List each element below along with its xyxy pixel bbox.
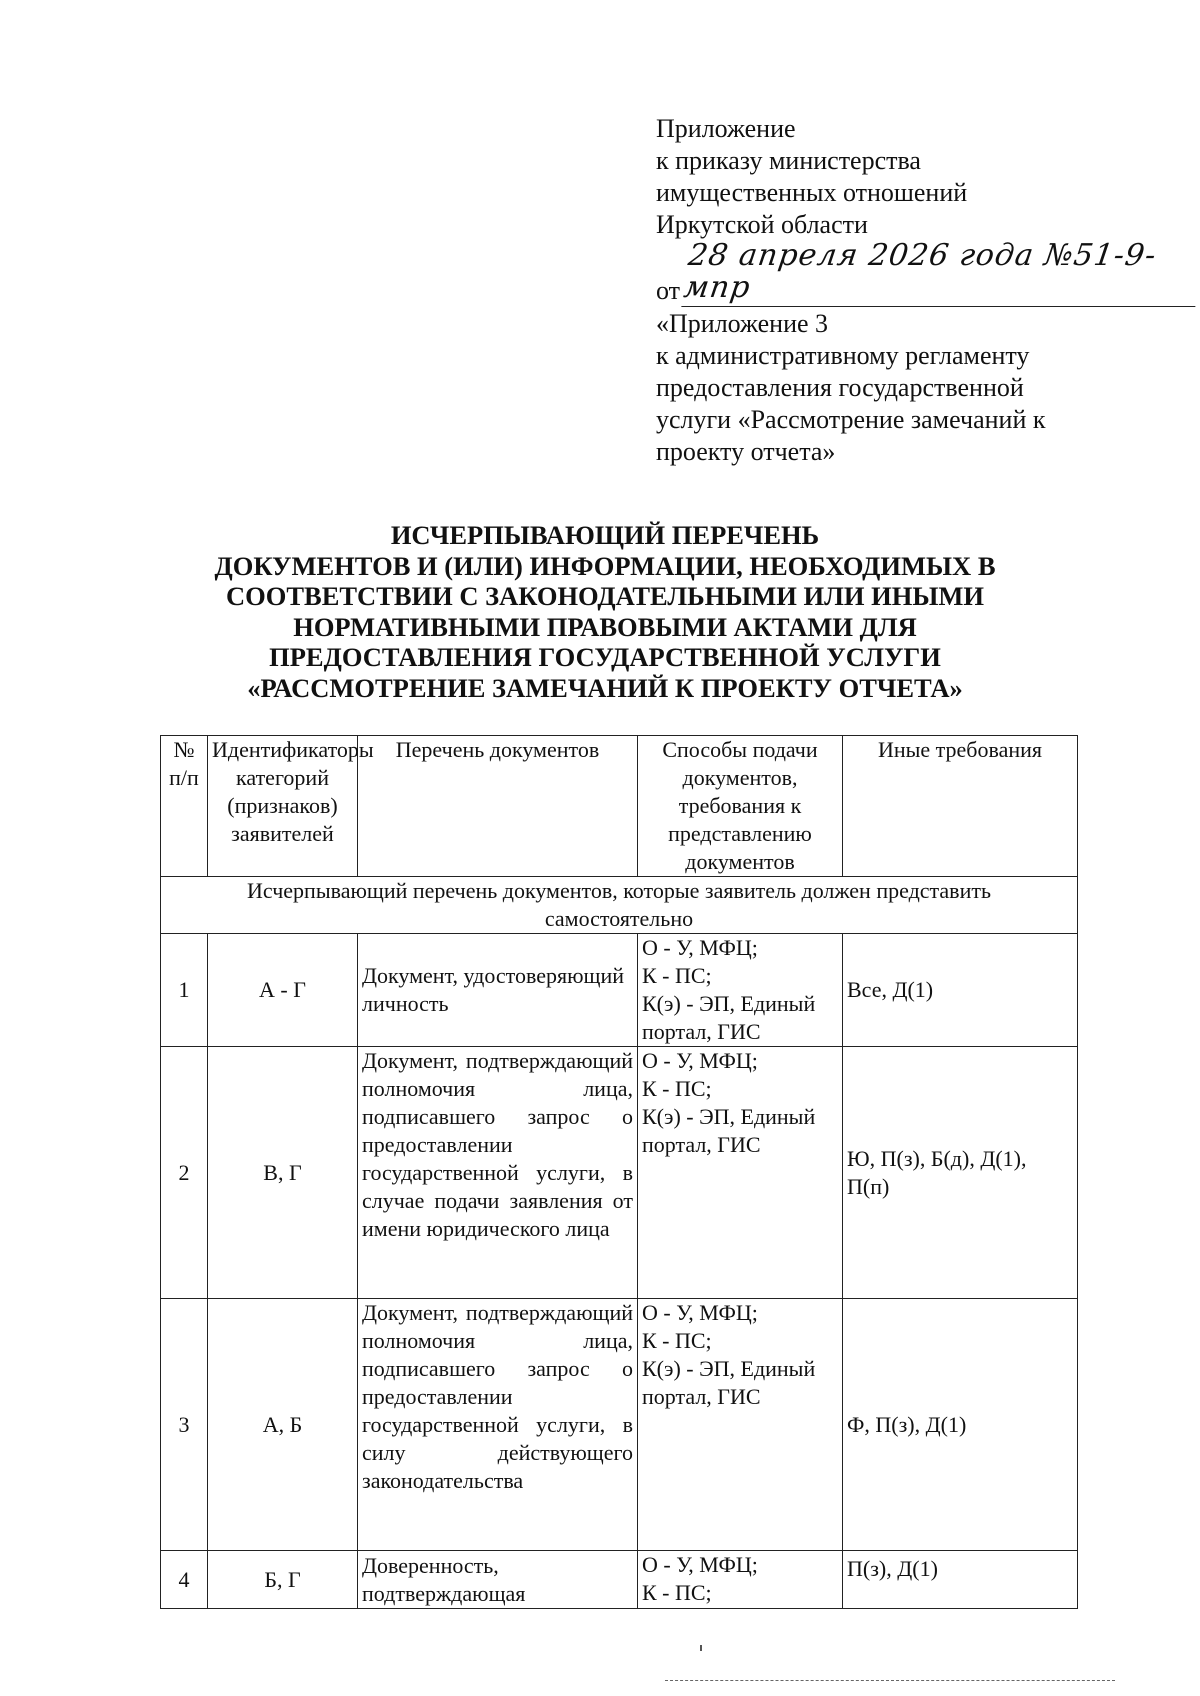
row-other: Ю, П(з), Б(д), Д(1), П(п): [843, 1047, 1078, 1299]
row-doc: Доверенность, подтверждающая: [358, 1551, 638, 1609]
table-row: [161, 1047, 1078, 1299]
footer-divider: [665, 1680, 1115, 1681]
documents-table: [160, 735, 1078, 1609]
table-header-row: [161, 736, 1078, 877]
row-num: 4: [161, 1551, 208, 1609]
submit-line: К(э) - ЭП, Единый: [642, 991, 816, 1016]
title-line: ИСЧЕРПЫВАЮЩИЙ ПЕРЕЧЕНЬ: [390, 520, 820, 550]
header-ident: Идентификаторы категорий (признаков) заявителей: [208, 736, 358, 877]
row-ident: А, Б: [208, 1299, 358, 1551]
title-line: НОРМАТИВНЫМИ ПРАВОВЫМИ АКТАМИ ДЛЯ: [293, 611, 917, 642]
header-docs: Перечень документов: [358, 736, 638, 877]
date-prefix: от: [656, 276, 681, 305]
submit-line: портал, ГИС: [642, 1019, 761, 1044]
row-submit: [638, 1047, 843, 1299]
title-line: ДОКУМЕНТОВ И (ИЛИ) ИНФОРМАЦИИ, НЕОБХОДИМЫХ В: [214, 550, 996, 581]
handwritten-date: 28 апреля 2026 года №51-9-мпр: [681, 240, 1200, 307]
submit-line: К(э) - ЭП, Единый: [642, 1356, 816, 1381]
submit-line: К(э) - ЭП, Единый: [642, 1104, 816, 1129]
row-submit: [638, 1299, 843, 1551]
table-row: [161, 1299, 1078, 1551]
submit-line: О - У, МФЦ;: [642, 1048, 758, 1073]
title-line: «РАССМОТРЕНИЕ ЗАМЕЧАНИЙ К ПРОЕКТУ ОТЧЕТА»: [247, 672, 963, 703]
row-other: Все, Д(1): [843, 934, 1078, 1047]
appendix3-line: «Приложение 3: [656, 309, 829, 338]
submit-line: О - У, МФЦ;: [642, 1552, 758, 1577]
appendix-line: к приказу министерства: [656, 146, 921, 175]
appendix-line: имущественных отношений: [656, 178, 968, 207]
submit-line: О - У, МФЦ;: [642, 1300, 758, 1325]
row-other: П(з), Д(1): [843, 1551, 1078, 1609]
appendix-line: Приложение: [656, 114, 796, 143]
appendix3-line: к административному регламенту: [656, 341, 1030, 370]
row-submit: [638, 1551, 843, 1609]
appendix3-line: услуги «Рассмотрение замечаний к: [656, 405, 1046, 434]
title-line: СООТВЕТСТВИИ С ЗАКОНОДАТЕЛЬНЫМИ ИЛИ ИНЫМИ: [225, 581, 985, 611]
row-num: 3: [161, 1299, 208, 1551]
header-submit: Способы подачи документов, требования к представлению документов: [638, 736, 843, 877]
appendix3-line: предоставления государственной: [656, 373, 1024, 402]
submit-line: К - ПС;: [642, 1328, 712, 1353]
header-num: № п/п: [161, 736, 208, 877]
row-doc: Документ, удостоверяющий личность: [358, 934, 638, 1047]
row-other: Ф, П(з), Д(1): [843, 1299, 1078, 1551]
row-num: 1: [161, 934, 208, 1047]
row-submit: [638, 934, 843, 1047]
submit-line: К - ПС;: [642, 963, 712, 988]
title-line: ПРЕДОСТАВЛЕНИЯ ГОСУДАРСТВЕННОЙ УСЛУГИ: [269, 642, 941, 672]
table-row: [161, 1551, 1078, 1609]
appendix3-line: проекту отчета»: [656, 437, 836, 466]
table-row: [161, 934, 1078, 1047]
row-doc: Документ, подтверждающий полномочия лица, подписавшего запрос о предоставлении государственной услуги, в силу действующего законодательства: [358, 1299, 638, 1551]
document-title: [150, 520, 1060, 703]
submit-line: К - ПС;: [642, 1076, 712, 1101]
row-doc: Документ, подтверждающий полномочия лица, подписавшего запрос о предоставлении государственной услуги, в случае подачи заявления от имени юридического лица: [358, 1047, 638, 1299]
section-title: Исчерпывающий перечень документов, которые заявитель должен представить самостоятельно: [161, 877, 1078, 934]
row-ident: Б, Г: [208, 1551, 358, 1609]
scan-mark: [700, 1645, 702, 1651]
section-row: [161, 877, 1078, 934]
row-ident: А - Г: [208, 934, 358, 1047]
appendix-line: Иркутской области: [656, 210, 868, 239]
submit-line: портал, ГИС: [642, 1384, 761, 1409]
appendix-header: [656, 113, 967, 241]
row-num: 2: [161, 1047, 208, 1299]
appendix3-header: [656, 308, 1046, 468]
order-date-line: [656, 240, 1200, 307]
header-other: Иные требования: [843, 736, 1078, 877]
row-ident: В, Г: [208, 1047, 358, 1299]
submit-line: К - ПС;: [642, 1580, 712, 1605]
submit-line: портал, ГИС: [642, 1132, 761, 1157]
submit-line: О - У, МФЦ;: [642, 935, 758, 960]
